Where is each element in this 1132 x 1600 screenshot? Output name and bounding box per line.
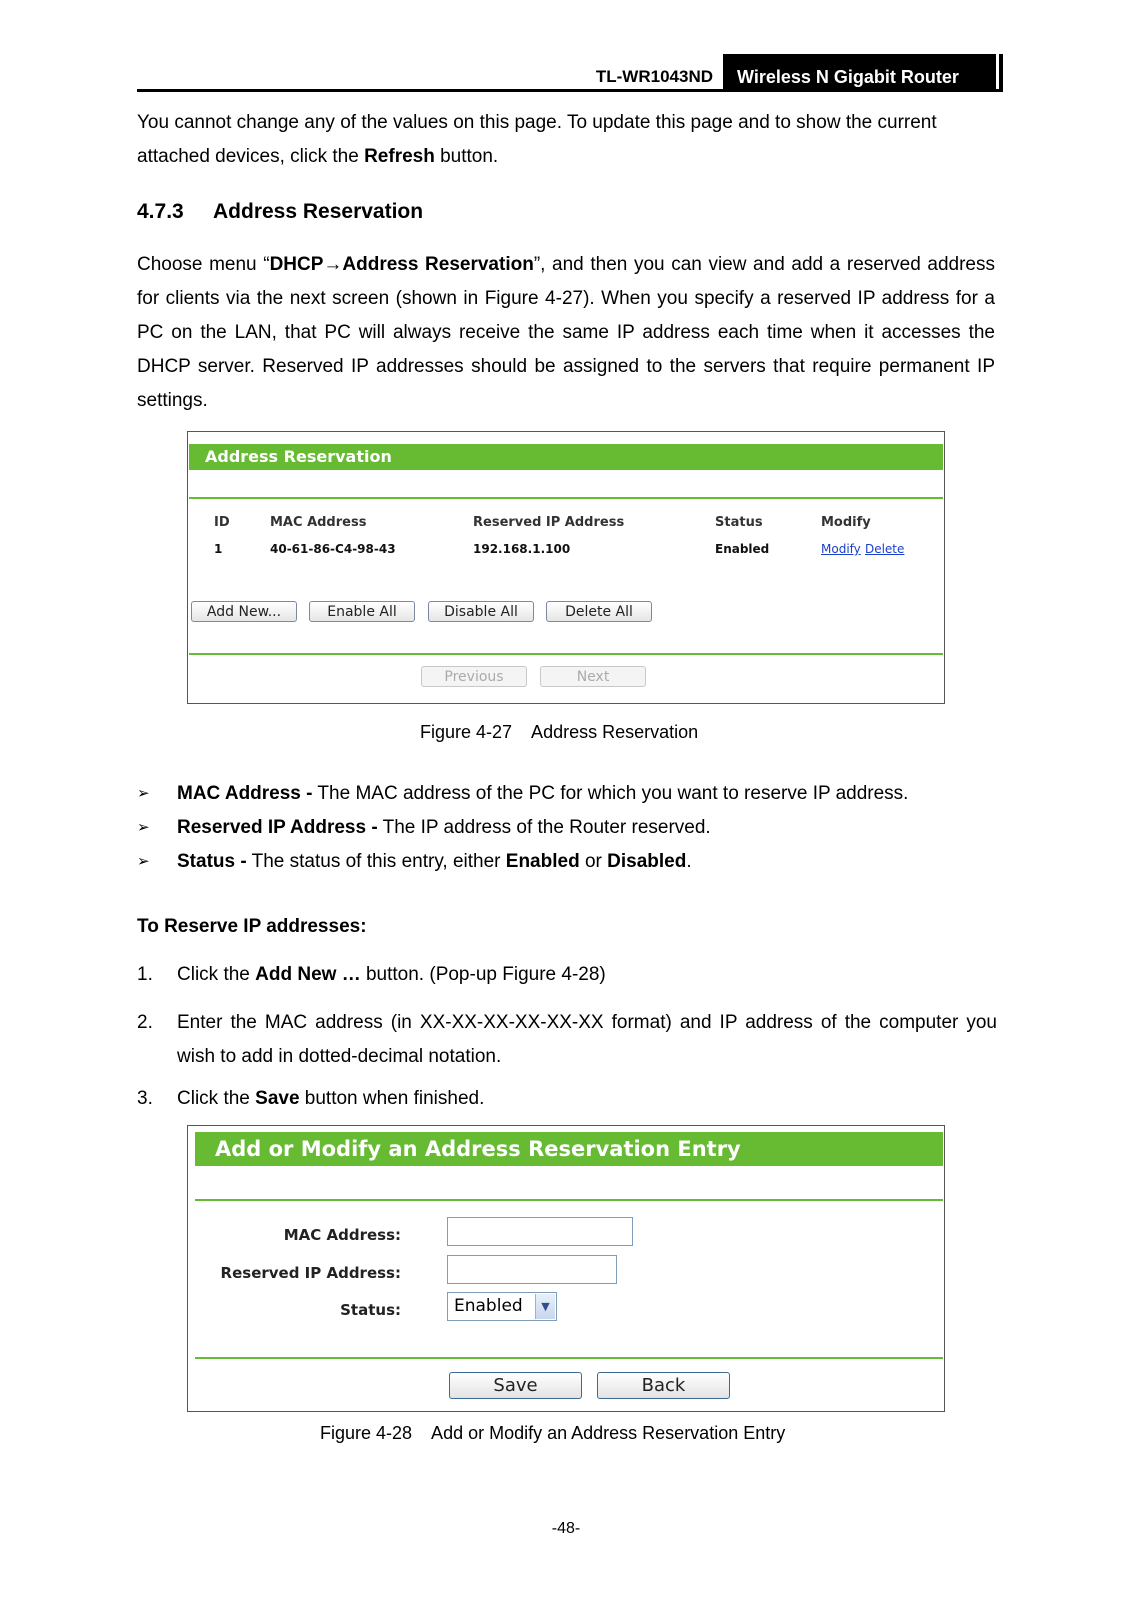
- step-text: Click the: [177, 964, 256, 985]
- col-header-ip: Reserved IP Address: [473, 515, 625, 530]
- intro-text: You cannot change any of the values on this page. To update this page and to show the current attached devices, click the: [137, 112, 937, 167]
- panel-title-bar: Address Reservation: [189, 444, 943, 470]
- step-3: [137, 1082, 997, 1116]
- section-heading: [137, 200, 423, 224]
- enabled-term: Enabled: [505, 851, 580, 872]
- delete-link[interactable]: Delete: [864, 542, 905, 556]
- page-header: [137, 54, 1003, 92]
- divider: [189, 497, 943, 499]
- step-number: 3.: [137, 1088, 153, 1109]
- mac-address-input[interactable]: [447, 1217, 633, 1246]
- step-text: Enter the MAC address (in XX-XX-XX-XX-XX-XX format) and IP address of the computer you wish to add in dotted-decimal notation.: [177, 1012, 997, 1067]
- body-text-2: ”, and then you can view and add a reserved address for clients via the next screen (shown in Figure 4-27). When you specify a reserved IP address for a PC on the LAN, that PC will always receive the same IP address each time when it accesses the DHCP server. Reserved IP addresses should be assigned to the servers that require permanent IP settings.: [137, 254, 995, 411]
- page-number: -48-: [551, 1520, 581, 1537]
- row-mac: 40-61-86-C4-98-43: [270, 542, 396, 556]
- step-2: [137, 1006, 997, 1074]
- address-reservation-panel: [187, 431, 945, 704]
- delete-all-button[interactable]: Delete All: [546, 601, 652, 622]
- step-1: [137, 958, 997, 992]
- col-header-modify: Modify: [821, 515, 871, 530]
- intro-paragraph: [137, 106, 995, 174]
- list-item: [137, 777, 997, 811]
- arrow-bullet-icon: ➢: [137, 853, 150, 870]
- step-number: 1.: [137, 964, 153, 985]
- definition: .: [686, 851, 692, 872]
- figure-caption: Figure 4-27 Address Reservation: [420, 722, 699, 742]
- procedure-title: To Reserve IP addresses:: [137, 916, 367, 937]
- save-button[interactable]: Save: [449, 1372, 582, 1399]
- definition: or: [579, 851, 608, 872]
- product-tag: [723, 54, 1003, 92]
- next-button[interactable]: Next: [540, 666, 646, 687]
- status-label: Status:: [340, 1301, 401, 1319]
- term: Reserved IP Address -: [177, 817, 378, 838]
- body-text-1: Choose menu “: [137, 254, 270, 275]
- term: MAC Address -: [177, 783, 313, 804]
- model-name: TL-WR1043ND: [595, 67, 713, 86]
- chevron-down-icon[interactable]: ▼: [535, 1294, 555, 1319]
- menu-path: DHCP→Address Reservation: [269, 254, 534, 275]
- list-item: [137, 845, 997, 879]
- step-number: 2.: [137, 1012, 153, 1033]
- row-ip: 192.168.1.100: [473, 542, 571, 556]
- step-text: Click the: [177, 1088, 256, 1109]
- intro-text-end: button.: [434, 146, 499, 167]
- list-item: [137, 811, 997, 845]
- divider: [195, 1357, 943, 1359]
- body-paragraph: [137, 248, 995, 418]
- tag-notch: [996, 54, 999, 90]
- col-header-status: Status: [715, 515, 763, 530]
- panel-title-bar: Add or Modify an Address Reservation Entry: [195, 1132, 943, 1166]
- enable-all-button[interactable]: Enable All: [309, 601, 415, 622]
- term: Status -: [177, 851, 247, 872]
- col-header-mac: MAC Address: [270, 515, 367, 530]
- field-descriptions: [137, 777, 997, 879]
- procedure-steps: [137, 958, 997, 1116]
- disabled-term: Disabled: [607, 851, 687, 872]
- previous-button[interactable]: Previous: [421, 666, 527, 687]
- row-id: 1: [214, 542, 223, 556]
- arrow-bullet-icon: ➢: [137, 819, 150, 836]
- add-modify-entry-panel: [187, 1125, 945, 1412]
- modify-link[interactable]: Modify: [821, 542, 861, 556]
- definition: The MAC address of the PC for which you want to reserve IP address.: [312, 783, 909, 804]
- status-select[interactable]: [447, 1292, 557, 1321]
- reserved-ip-input[interactable]: [447, 1255, 617, 1284]
- disable-all-button[interactable]: Disable All: [428, 601, 534, 622]
- row-status: Enabled: [715, 542, 770, 556]
- refresh-term: Refresh: [364, 146, 435, 167]
- step-text: button when finished.: [299, 1088, 485, 1109]
- divider: [195, 1199, 943, 1201]
- definition: The status of this entry, either: [246, 851, 506, 872]
- col-header-id: ID: [214, 515, 230, 530]
- arrow-bullet-icon: ➢: [137, 785, 150, 802]
- section-number: 4.7.3: [137, 200, 184, 223]
- definition: The IP address of the Router reserved.: [377, 817, 711, 838]
- step-term: Save: [255, 1088, 300, 1109]
- back-button[interactable]: Back: [597, 1372, 730, 1399]
- product-name: Wireless N Gigabit Router: [737, 67, 959, 87]
- step-text: button. (Pop-up Figure 4-28): [360, 964, 606, 985]
- add-new-button[interactable]: Add New...: [191, 601, 297, 622]
- figure-caption: Figure 4-28 Add or Modify an Address Reservation Entry: [320, 1423, 786, 1443]
- status-selected-value: Enabled: [454, 1296, 523, 1316]
- reserved-ip-label: Reserved IP Address:: [220, 1264, 401, 1282]
- step-term: Add New …: [255, 964, 361, 985]
- section-title: Address Reservation: [213, 200, 424, 223]
- divider: [189, 653, 943, 655]
- header-rule: [137, 89, 1003, 92]
- mac-address-label: MAC Address:: [283, 1226, 401, 1244]
